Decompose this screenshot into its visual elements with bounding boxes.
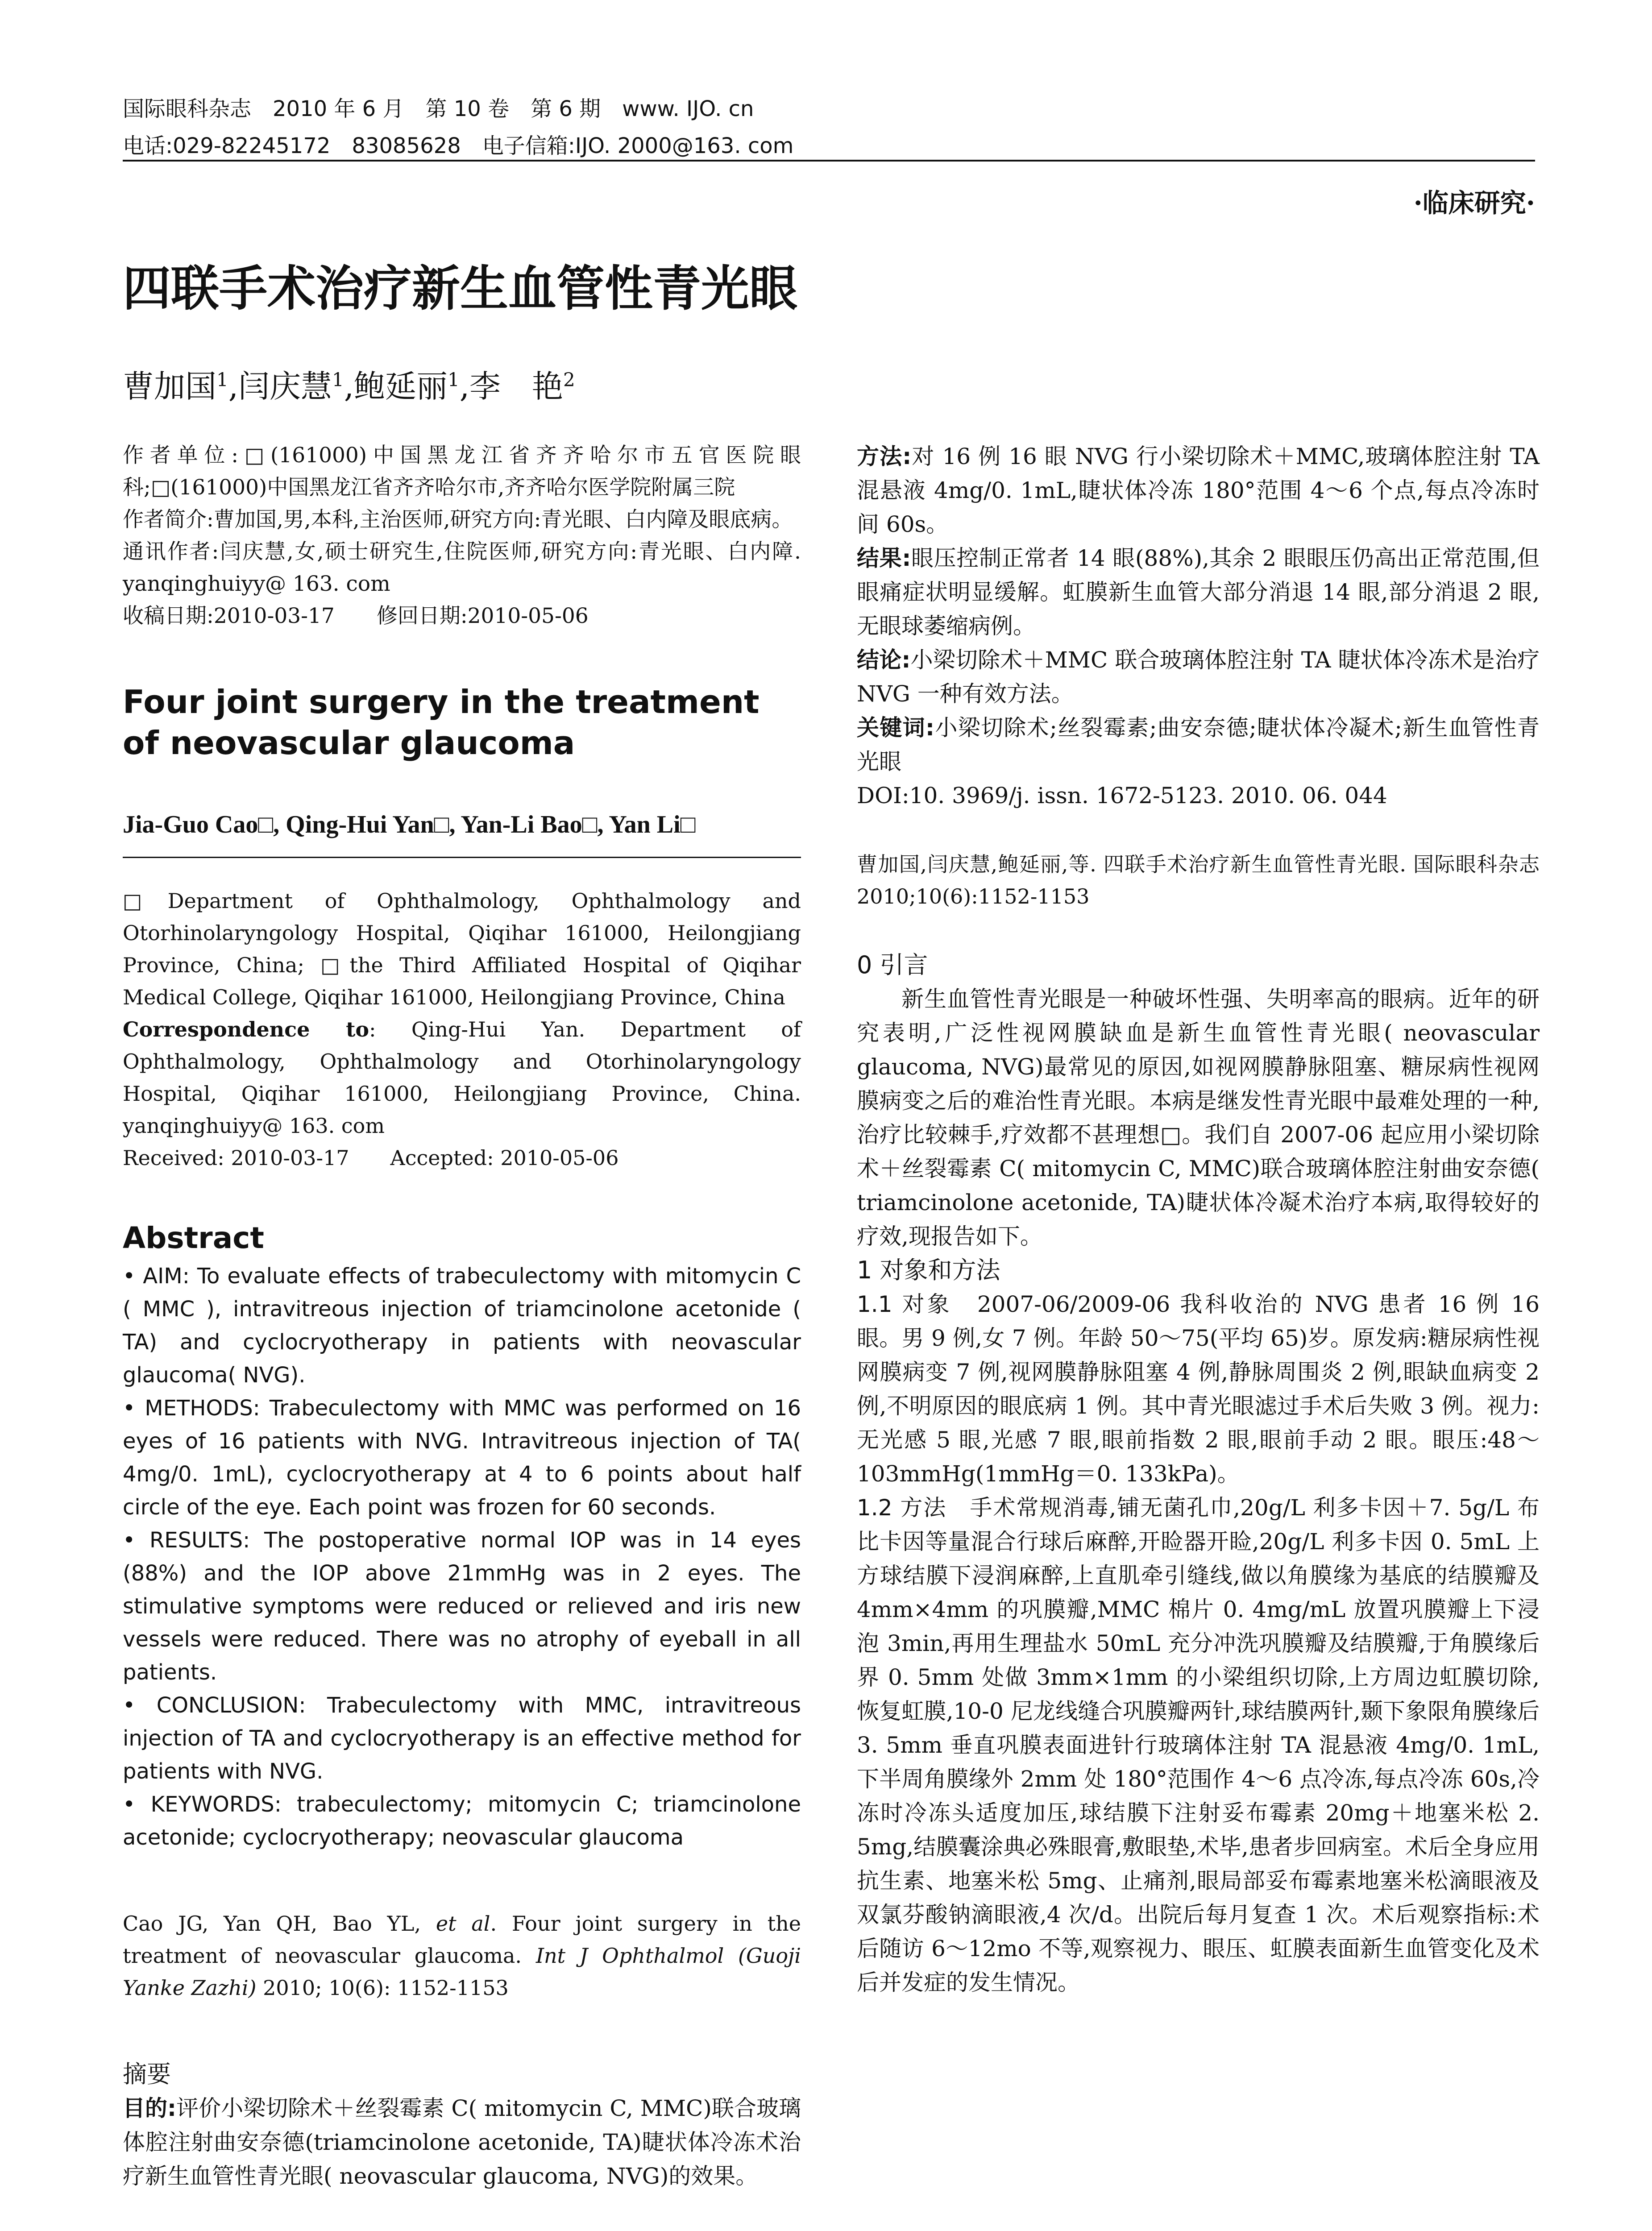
cn-conclusion-label: 结论: bbox=[857, 647, 911, 673]
citation-volume: 2010; 10(6): 1152-1153 bbox=[256, 1976, 509, 2000]
cn-dates: 收稿日期:2010-03-17 修回日期:2010-05-06 bbox=[123, 604, 589, 628]
section-1-heading: 1 对象和方法 bbox=[857, 1256, 1000, 1284]
section-1-1-paragraph bbox=[857, 1287, 1540, 1491]
cn-abstract-methods bbox=[857, 440, 1540, 541]
author-name: 曹加国 bbox=[123, 368, 216, 405]
section-1-2-label: 1.2 方法 bbox=[857, 1495, 947, 1521]
english-dates: Received: 2010-03-17 Accepted: 2010-05-06 bbox=[123, 1146, 619, 1170]
cn-author-bio: 作者简介:曹加国,男,本科,主治医师,研究方向:青光眼、白内障及眼底病。 bbox=[123, 507, 793, 532]
right-column bbox=[857, 440, 1540, 1999]
section-0-paragraph: 新生血管性青光眼是一种破坏性强、失明率高的眼病。近年的研究表明,广泛性视网膜缺血是新生血管性青光眼( neovascular glaucoma, NVG)最常见的原因,如视网膜静脉阻塞、糖尿病性视网膜病变之后的难治性青光眼。本病是继发性青光眼中最难处理的一种,治疗比较棘手,疗效都不甚理想□。我们自 2007-06 起应用小梁切除术＋丝裂霉素 C( mitomycin C, MMC)联合玻璃体腔注射曲安奈德( triamcinolone acetonide, TA)睫状体冷凝术治疗本病,取得较好的疗效,现报告如下。 bbox=[857, 986, 1540, 1249]
cn-abstract-aim bbox=[123, 2091, 801, 2193]
author-affiliation-mark: 2 bbox=[563, 369, 575, 391]
cn-results-text: 眼压控制正常者 14 眼(88%),其余 2 眼眼压仍高出正常范围,但眼痛症状明显缓解。虹膜新生血管大部分消退 14 眼,部分消退 2 眼,无眼球萎缩病例。 bbox=[857, 545, 1540, 639]
english-authors: Jia-Guo Cao□, Qing-Hui Yan□, Yan-Li Bao□, Yan Li□ bbox=[123, 811, 696, 838]
cn-abstract-conclusion bbox=[857, 643, 1540, 711]
citation-title: . Four joint surgery in the treatment of neovascular glaucoma. bbox=[123, 1912, 801, 1968]
doi: DOI:10. 3969/j. issn. 1672-5123. 2010. 06. 044 bbox=[857, 783, 1387, 809]
cn-conclusion-text: 小梁切除术＋MMC 联合玻璃体腔注射 TA 睫状体冷冻术是治疗 NVG 一种有效方法。 bbox=[857, 647, 1540, 707]
cn-methods-text: 对 16 例 16 眼 NVG 行小梁切除术＋MMC,玻璃体腔注射 TA 混悬液 4mg/0. 1mL,睫状体冷冻 180°范围 4～6 个点,每点冷冻时间 60s。 bbox=[857, 444, 1540, 537]
cn-results-label: 结果: bbox=[857, 545, 911, 571]
english-affiliation: □Department of Ophthalmology, Ophthalmology and Otorhinolaryngology Hospital, Qiqihar 161000, Heilongjiang Province, China; □the Third Affiliated Hospital of Qiqihar Medical College, Qiqihar 161000, Heilongjiang Province, China bbox=[123, 889, 801, 1009]
author-affiliation-mark: 1 bbox=[332, 369, 344, 391]
column-tag: ·临床研究· bbox=[1413, 188, 1535, 218]
author-name: 鲍延丽 bbox=[354, 368, 448, 405]
journal-header-line1: 国际眼科杂志 2010 年 6 月 第 10 卷 第 6 期 www. IJO. cn bbox=[123, 96, 754, 121]
cn-abstract-keywords bbox=[857, 711, 1540, 779]
left-column bbox=[123, 440, 801, 2193]
abstract-heading: Abstract bbox=[123, 1221, 264, 1255]
header-divider bbox=[123, 160, 1535, 162]
english-correspondence bbox=[123, 1013, 801, 1142]
citation-authors: Cao JG, Yan QH, Bao YL, bbox=[123, 1912, 436, 1936]
section-1-2-paragraph bbox=[857, 1491, 1540, 1999]
correspondence-text: : Qing-Hui Yan. Department of Ophthalmology, Ophthalmology and Otorhinolaryngology Hospital, Qiqihar 161000, Heilongjiang Province, China. yanqinghuiyy@ 163. com bbox=[123, 1017, 801, 1138]
section-1-2-text: 手术常规消毒,铺无菌孔巾,20g/L 利多卡因＋7. 5g/L 布比卡因等量混合行球后麻醉,开睑器开睑,20g/L 利多卡因 0. 5mL 上方球结膜下浸润麻醉,上直肌牵引缝线,做以角膜缘为基底的结膜瓣及 4mm×4mm 的巩膜瓣,MMC 棉片 0. 4mg/mL 放置巩膜瓣上下浸泡 3min,再用生理盐水 50mL 充分冲洗巩膜瓣及结膜瓣,于角膜缘后界 0. 5mm 处做 3mm×1mm 的小梁组织切除,上方周边虹膜切除,恢复虹膜,10-0 尼龙线缝合巩膜瓣两针,球结膜两针,颞下象限角膜缘后 3. 5mm 垂直巩膜表面进针行玻璃体注射 TA 混悬液 4mg/0. 1mL,下半周角膜缘外 2mm 处 180°范围作 4～6 点冷冻,每点冷冻 60s,冷冻时冷冻头适度加压,球结膜下注射妥布霉素 20mg＋地塞米松 2. 5mg,结膜囊涂典必殊眼膏,敷眼垫,术毕,患者步回病室。术后全身应用抗生素、地塞米松 5mg、止痛剂,眼局部妥布霉素地塞米松滴眼液及双氯芬酸钠滴眼液,4 次/d。出院后每月复查 1 次。术后观察指标:术后随访 6～12mo 不等,观察视力、眼压、虹膜表面新生血管变化及术后并发症的发生情况。 bbox=[857, 1495, 1540, 1995]
article-title: 四联手术治疗新生血管性青光眼 bbox=[123, 261, 798, 317]
author-list: 曹加国$^1$,闫庆慧$^1$,鲍延丽$^1$,李 艳$^2$ bbox=[123, 368, 575, 405]
citation-journal: Int J Ophthalmol (Guoji Yanke Zazhi) bbox=[123, 1944, 801, 2000]
cn-keywords-label: 关键词: bbox=[857, 715, 934, 741]
author-name: 李 艳 bbox=[469, 368, 563, 405]
author-name: 闫庆慧 bbox=[238, 368, 332, 405]
section-0-heading: 0 引言 bbox=[857, 951, 928, 979]
cn-aim-text: 评价小梁切除术＋丝裂霉素 C( mitomycin C, MMC)联合玻璃体腔注射曲安奈德(triamcinolone acetonide, TA)睫状体冷冻术治疗新生血管性青光眼( neovascular glaucoma, NVG)的效果。 bbox=[123, 2095, 801, 2189]
abstract-methods: • METHODS: Trabeculectomy with MMC was performed on 16 eyes of 16 patients with NVG. Intravitreous injection of TA( 4mg/0. 1mL), cyclocryotherapy at 4 to 6 points about half circle of the eye. Each point was frozen for 60 seconds. bbox=[123, 1396, 801, 1520]
author-affiliation-mark: 1 bbox=[448, 369, 460, 391]
abstract-keywords: • KEYWORDS: trabeculectomy; mitomycin C; triamcinolone acetonide; cyclocryotherapy; neovascular glaucoma bbox=[123, 1792, 801, 1850]
cn-abstract-heading: 摘要 bbox=[123, 2060, 171, 2088]
cn-aim-label: 目的: bbox=[123, 2095, 177, 2121]
author-divider bbox=[123, 857, 801, 858]
cn-methods-label: 方法: bbox=[857, 444, 912, 469]
author-affiliation-mark: 1 bbox=[216, 369, 228, 391]
cn-keywords-text: 小梁切除术;丝裂霉素;曲安奈德;睫状体冷凝术;新生血管性青光眼 bbox=[857, 715, 1540, 775]
abstract-conclusion: • CONCLUSION: Trabeculectomy with MMC, intravitreous injection of TA and cyclocryotherapy is an effective method for patients with NVG. bbox=[123, 1693, 801, 1784]
section-1-1-text: 2007-06/2009-06 我科收治的 NVG 患者 16 例 16 眼。男 9 例,女 7 例。年龄 50～75(平均 65)岁。原发病:糖尿病性视网膜病变 7 例,视网膜静脉阻塞 4 例,静脉周围炎 2 例,眼缺血病变 2 例,不明原因的眼底病 1 例。其中青光眼滤过手术后失败 3 例。视力:无光感 5 眼,光感 7 眼,眼前指数 2 眼,眼前手动 2 眼。眼压:48～103mmHg(1mmHg＝0. 133kPa)。 bbox=[857, 1291, 1540, 1487]
correspondence-label: Correspondence to bbox=[123, 1017, 369, 1041]
cn-corresponding-author: 通讯作者:闫庆慧,女,硕士研究生,住院医师,研究方向:青光眼、白内障. yanqinghuiyy@ 163. com bbox=[123, 539, 801, 596]
citation-etal: et al bbox=[436, 1912, 490, 1936]
cn-citation: 曹加国,闫庆慧,鲍延丽,等. 四联手术治疗新生血管性青光眼. 国际眼科杂志 2010;10(6):1152-1153 bbox=[857, 852, 1540, 908]
cn-abstract-results bbox=[857, 541, 1540, 643]
english-citation bbox=[123, 1908, 801, 2004]
abstract-results: • RESULTS: The postoperative normal IOP was in 14 eyes (88%) and the IOP above 21mmHg was in 2 eyes. The stimulative symptoms were reduced or relieved and iris new vessels were reduced. There was no atrophy of eyeball in all patients. bbox=[123, 1528, 801, 1685]
abstract-aim: • AIM: To evaluate effects of trabeculectomy with mitomycin C ( MMC ), intravitreous injection of triamcinolone acetonide ( TA) and cyclocryotherapy in patients with neovascular glaucoma( NVG). bbox=[123, 1264, 801, 1388]
cn-author-unit: 作者单位:□(161000)中国黑龙江省齐齐哈尔市五官医院眼科;□(161000)中国黑龙江省齐齐哈尔市,齐齐哈尔医学院附属三院 bbox=[123, 443, 801, 500]
section-1-1-label: 1.1 对象 bbox=[857, 1291, 952, 1317]
english-title: Four joint surgery in the treatment of neovascular glaucoma bbox=[123, 683, 760, 762]
journal-header-line2: 电话:029-82245172 83085628 电子信箱:IJO. 2000@163. com bbox=[123, 133, 794, 158]
